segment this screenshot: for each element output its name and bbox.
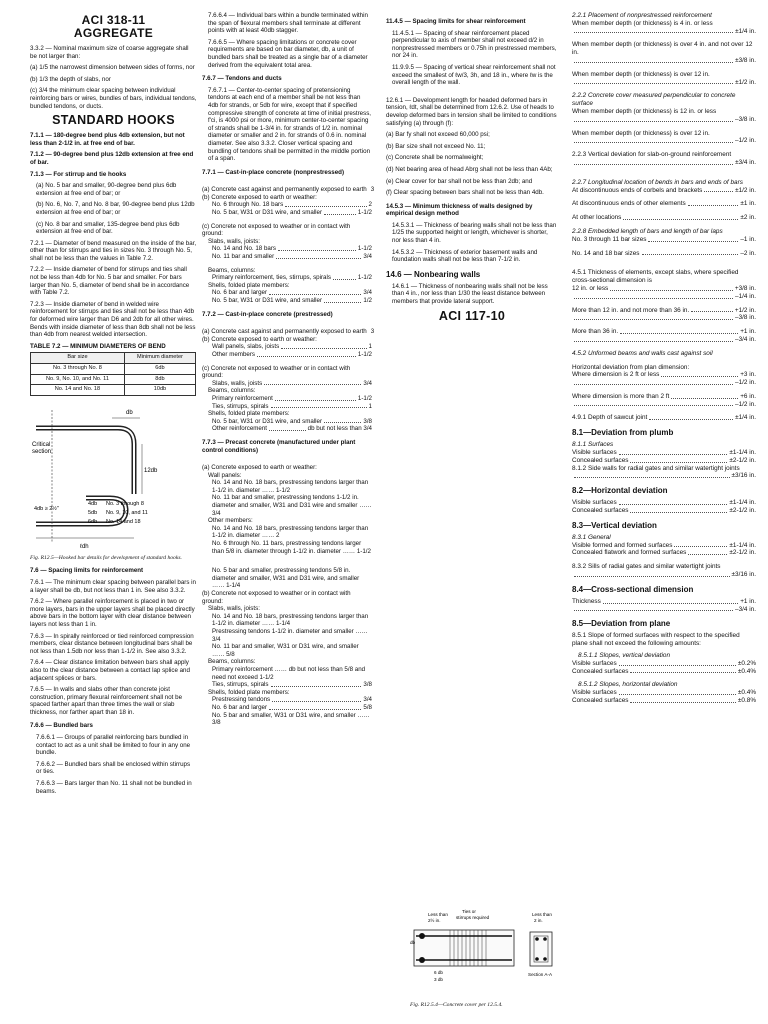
- para-7-6-6-4: 7.6.6.4 — Individual bars within a bundle terminated within the span of flexural members shall terminate at different points with at least 40db stagger.: [208, 12, 368, 35]
- figure-caption-r12-5-4: Fig. R12.5.4—Concrete cover per 12.5.4.: [410, 1002, 503, 1008]
- tol-label: When member depth (or thickness) is 4 in. or less: [572, 19, 713, 27]
- para-12-6-1: 12.6.1 — Development length for headed deformed bars in tension, ℓdt, shall be determined from 12.6.2. Use of heads to develop deformed bars in tension shall be limited to conditions satisfying (a) through (f):: [386, 96, 557, 127]
- tol-row: ±1/4 in.: [572, 28, 756, 36]
- column-4: [572, 12, 756, 705]
- para-7-1-3-c: (c) No. 8 bar and smaller, 135-degree bend plus 6db extension at free end of bar.: [36, 220, 180, 236]
- tol-row: Thickness +1 in.: [572, 597, 756, 605]
- table-header: Minimum diameter: [124, 353, 195, 364]
- label-db: db: [410, 940, 416, 945]
- para-7-6-7-1: 7.6.7.1 — Center-to-center spacing of pretensioning tendons at each end of a member shall be not less than 4db for strands, or 5db for wire, except that if specified compressive strength of concrete at time of initial prestress, f'ci, is 4000 psi or more, minimum center-to-center spacing of strands shall be 1-3/4 in. for strands of 1/2 in. nominal diameter or smaller and 2 in. for strands of 0.6 in. nominal diameter. See also 3.3.2. Closer vertical spacing and bundling of tendons shall be permitted in the middle portion of a span.: [208, 86, 372, 163]
- tol-label: When member depth (or thickness) is over 12 in.: [572, 129, 710, 137]
- label-section: section: [32, 448, 52, 455]
- cover-row-long: Prestressing tendons 1-1/2 in. diameter and smaller …… 3/4: [212, 627, 368, 643]
- table-header-row: [31, 353, 196, 364]
- tol-row: –3/8 in.: [572, 116, 756, 124]
- heading-4-5-2: 4.5.2 Unformed beams and walls cast against soil: [572, 349, 713, 357]
- heading-4-5-1: 4.5.1 Thickness of elements, except slabs, where specified cross-sectional dimension is: [572, 269, 739, 285]
- title-standard-hooks: STANDARD HOOKS: [52, 113, 175, 128]
- heading-8-1-1: 8.1.1 Surfaces: [572, 441, 614, 449]
- tol-row: ±1/2 in.: [572, 79, 756, 87]
- label-5db: 5db: [88, 509, 98, 516]
- tol-row: Concealed surfaces ±0.8%: [572, 697, 756, 705]
- tol-row: Where dimension is more than 2 ft +6 in.: [572, 392, 756, 400]
- item-e: (e) Clear cover for bar shall not be less than 2db; and: [386, 177, 533, 185]
- tol-row: At discontinuous ends of corbels and brackets ±1/2 in.: [572, 186, 756, 194]
- table-7-2-title: TABLE 7.2 — MINIMUM DIAMETERS OF BEND: [30, 342, 166, 350]
- para-7-2-1: 7.2.1 — Diameter of bend measured on the inside of the bar, other than for stirrups and ties in sizes No. 3 through No. 5, shall not be less than the values in Table 7.2.: [30, 239, 197, 262]
- cover-row: Slabs, walls, joists 3/4: [212, 379, 372, 387]
- tol-row: No. 3 through 11 bar sizes –1 in.: [572, 235, 756, 243]
- heading-8-3-1: 8.3.1 General: [572, 533, 611, 541]
- para-7-6-2: 7.6.2 — Where parallel reinforcement is placed in two or more layers, bars in the upper layers shall be placed directly above bars in the bottom layer with clear distance between layers not less than 1 in.: [30, 598, 195, 628]
- tol-label: When member depth (or thickness) is over 12 in.: [572, 70, 710, 78]
- para-7-6-6-5: 7.6.6.5 — Where spacing limitations or concrete cover requirements are based on bar diameter, db, a unit of bundled bars shall be treated as a single bar of a diameter derived from the equivalent total area.: [208, 38, 368, 69]
- heading-7-7-1: 7.7.1 — Cast-in-place concrete (nonprestressed): [202, 168, 345, 176]
- label-no3-8: No. 3 through 8: [106, 500, 144, 507]
- cover-row-long: Primary reinforcement …… db but not less than 5/8 and need not exceed 1-1/2: [212, 665, 366, 681]
- tol-label: Horizontal deviation from plan dimension:: [572, 363, 690, 371]
- para-7-6-6-1: 7.6.6.1 — Groups of parallel reinforcing bars bundled in contact to act as a unit shall be limited to four in any one bundle.: [36, 734, 191, 757]
- cover-row: No. 6 through No. 18 bars 2: [212, 201, 372, 209]
- cover-row: Other members 1-1/2: [212, 350, 372, 358]
- para-14-6-1: 14.6.1 — Thickness of nonbearing walls shall not be less than 4 in., nor less than 1/30 the least distance between members that provide lateral support.: [392, 282, 548, 306]
- cover-subhead: (b) Concrete exposed to earth or weather:: [202, 193, 317, 201]
- hook-90-bar: [36, 428, 134, 494]
- figure-caption-r12-5: Fig. R12.5—Hooked bar details for development of standard hooks.: [30, 554, 182, 561]
- cover-row: Primary reinforcement, ties, stirrups, spirals 1-1/2: [212, 274, 372, 282]
- para-7-2-3: 7.2.3 — Inside diameter of bend in welded wire reinforcement for stirrups and ties shall not be less than 4db for deformed wire larger than D6 and 2db for all other wires. Bends with inside diameter of less than 8db shall not be less than 4db from nearest welded intersection.: [30, 300, 196, 339]
- tol-row: –1/2 in.: [572, 137, 756, 145]
- cover-row: Ties, stirrups, spirals 3/8: [212, 681, 372, 689]
- tol-row: –1/4 in.: [572, 293, 756, 301]
- para-7-1-3: 7.1.3 — For stirrup and tie hooks: [30, 170, 127, 178]
- cover-row: No. 5 bar, W31 or D31 wire, and smaller 1-1/2: [212, 209, 372, 217]
- para-7-1-2: 7.1.2 — 90-degree bend plus 12db extension at free end of bar.: [30, 151, 194, 166]
- cover-subhead: (a) Concrete exposed to earth or weather:: [202, 464, 317, 472]
- cover-subhead: Slabs, walls, joists:: [208, 237, 260, 245]
- cover-subhead: Wall panels:: [208, 471, 242, 479]
- title-aci318-aggregate: ACI 318-11 AGGREGATE: [73, 13, 154, 40]
- concrete-cover-figure: [410, 908, 570, 994]
- cover-row: No. 6 bar and larger 3/4: [212, 289, 372, 297]
- table-cell: 8db: [124, 374, 195, 385]
- tol-row: –3/8 in.: [572, 314, 756, 322]
- label-2-half: 2½ in.: [428, 918, 441, 923]
- column-3: [386, 12, 558, 328]
- tol-row: More than 12 in. and not more than 36 in. +1/2 in.: [572, 306, 756, 314]
- para-7-6-5: 7.6.5 — In walls and slabs other than concrete joist construction, primary flexural reinforcement shall not be spaced farther apart than three times the wall or slab thickness, nor farther apart than 18 in.: [30, 686, 183, 716]
- para-14-5-3-2: 14.5.3.2 — Thickness of exterior basement walls and foundation walls shall not be less than 7-1/2 in.: [392, 248, 538, 264]
- item-c: (c) Concrete shall be normalweight;: [386, 154, 484, 162]
- heading-8-3: 8.3—Vertical deviation: [572, 520, 657, 530]
- para-7-1-3-a: (a) No. 5 bar and smaller, 90-degree bend plus 6db extension at free end of bar; or: [36, 182, 177, 197]
- cover-subhead: Slabs, walls, joists:: [208, 605, 260, 613]
- heading-7-7-2: 7.7.2 — Cast-in-place concrete (prestressed): [202, 310, 333, 318]
- tol-row: More than 36 in. +1 in.: [572, 328, 756, 336]
- item-a: (a) 1/5 the narrowest dimension between sides of forms, nor: [30, 64, 195, 72]
- tol-row: –3/4 in.: [572, 336, 756, 344]
- cover-row: No. 6 bar and larger 5/8: [212, 703, 372, 711]
- cover-subhead: Other members:: [208, 517, 253, 525]
- item-c: (c) 3/4 the minimum clear spacing between individual reinforcing bars or wires, bundles of bars, individual tendons, bundled tendons, or ducts.: [30, 87, 197, 110]
- cover-row: No. 5 bar, W31 or D31 wire, and smaller 3/8: [212, 417, 372, 425]
- tol-row: Concealed flatwork and formed surfaces ±2-1/2 in.: [572, 549, 756, 557]
- tol-row: ±3/16 in.: [572, 472, 756, 480]
- cover-subhead: (c) Concrete not exposed to weather or in contact with ground:: [202, 222, 351, 238]
- cover-row-long: No. 11 bar and smaller, prestressing tendons 1-1/2 in. diameter and smaller, W31 and D31 wire and smaller …… 3/4: [212, 494, 372, 517]
- cover-subhead: Shells, folded plate members:: [208, 410, 290, 418]
- cover-subhead: (b) Concrete exposed to earth or weather:: [202, 335, 317, 343]
- label-ties: Ties or: [462, 909, 476, 914]
- item-a: (a) Bar fy shall not exceed 60,000 psi;: [386, 131, 490, 139]
- heading-14-6: 14.6 — Nonbearing walls: [386, 269, 481, 279]
- heading-2-2-2: 2.2.2 Concrete cover measured perpendicular to concrete surface: [572, 92, 736, 108]
- tol-row: Visible surfaces ±1-1/4 in.: [572, 449, 756, 457]
- tol-row: Concealed surfaces ±2-1/2 in.: [572, 456, 756, 464]
- cover-row: Other reinforcement db but not less than 3/4: [212, 425, 372, 433]
- para-7-1-1: 7.1.1 — 180-degree bend plus 4db extension, but not less than 2-1/2 in. at free end of bar.: [30, 132, 185, 147]
- cover-row-long: No. 5 bar and smaller, W31 or D31 wire, and smaller …… 3/8: [212, 711, 370, 727]
- label-4db: 4db: [88, 500, 98, 507]
- heading-11-4-5: 11.4.5 — Spacing limits for shear reinforcement: [386, 18, 526, 25]
- para-8-5-1: 8.5.1 Slope of formed surfaces with respect to the specified plane shall not exceed the following amounts:: [572, 632, 740, 648]
- label-3db: 3 db: [434, 977, 443, 982]
- label-6db: 6db: [88, 518, 98, 525]
- tol-row: Visible surfaces ±1-1/4 in.: [572, 499, 756, 507]
- tol-row: 12 in. or less +3/8 in.: [572, 284, 756, 292]
- cover-row: Prestressing tendons 3/4: [212, 696, 372, 704]
- item-d: (d) Net bearing area of head Abrg shall not be less than 4Ab;: [386, 165, 553, 173]
- tol-row: ±3/16 in.: [572, 571, 756, 579]
- para-3-3-2: 3.3.2 — Nominal maximum size of coarse aggregate shall be not larger than:: [30, 45, 189, 60]
- label-stirrups: stirrups required: [456, 915, 490, 920]
- para-11-9-9-5: 11.9.9.5 — Spacing of vertical shear reinforcement shall not exceed the smallest of ℓw/3, 3h, and 18 in., where ℓw is the overall length of the wall.: [392, 63, 556, 87]
- cover-subhead: (b) Concrete not exposed to weather or in contact with ground:: [202, 590, 351, 605]
- heading-8-1: 8.1—Deviation from plumb: [572, 428, 674, 438]
- heading-7-6-6: 7.6.6 — Bundled bars: [30, 722, 93, 730]
- para-7-2-2: 7.2.2 — Inside diameter of bend for stirrups and ties shall not be less than 4db for No. 5 bar and smaller. For bars larger than No. 5, diameter of bend shall be in accordance with Table 7.2.: [30, 266, 190, 297]
- label-2in: 2 in.: [534, 918, 543, 923]
- item-b: (b) Bar size shall not exceed No. 11;: [386, 142, 486, 150]
- tol-row: –3/4 in.: [572, 606, 756, 614]
- table-row: [31, 374, 196, 385]
- table-header: Bar size: [31, 353, 125, 364]
- heading-8-5-1-2: 8.5.1.2 Slopes, horizontal deviation: [578, 681, 678, 689]
- cover-subhead: Beams, columns:: [208, 387, 256, 395]
- tol-row: Visible surfaces ±0.2%: [572, 659, 756, 667]
- table-row: [31, 385, 196, 396]
- cover-figure-wrap: [410, 908, 570, 1015]
- para-7-6-4: 7.6.4 — Clear distance limitation between bars shall apply also to the clear distance between a contact lap splice and adjacent splices or bars.: [30, 659, 190, 682]
- cover-row: Primary reinforcement 1-1/2: [212, 394, 372, 402]
- cover-subhead: (c) Concrete not exposed to weather or in contact with ground:: [202, 364, 351, 380]
- column-1: [30, 12, 197, 799]
- cover-row: Wall panels, slabs, joists 1: [212, 343, 372, 351]
- heading-7-6: 7.6 — Spacing limits for reinforcement: [30, 567, 144, 575]
- cover-subhead: Shells, folded plate members:: [208, 688, 290, 696]
- label-db: db: [126, 409, 133, 416]
- hook-90-bar-inner: [36, 428, 134, 494]
- para-7-6-3: 7.6.3 — In spirally reinforced or tied reinforced compression members, clear distance between longitudinal bars shall be not less than 1.5db nor less than 1-1/2 in. See also 3.3.2.: [30, 632, 194, 655]
- table-cell: 10db: [124, 385, 195, 396]
- label-less-than-2: Less than: [532, 912, 552, 917]
- label-12db: 12db: [144, 467, 158, 474]
- tol-row: No. 14 and 18 bar sizes –2 in.: [572, 249, 756, 257]
- tol-row: At other locations ±2 in.: [572, 214, 756, 222]
- tol-label: 8.3.2 Sills of radial gates and similar watertight joints: [572, 563, 721, 571]
- label-ldh: ℓdh: [80, 543, 89, 550]
- cover-row-long: No. 5 bar and smaller, prestressing tendons 5/8 in. diameter and smaller, W31 and D31 wire, and smaller …… 1-1/4: [212, 567, 360, 590]
- cover-row-long: No. 11 bar and smaller, W31 or D31 wire, and smaller …… 5/8: [212, 643, 359, 658]
- para-14-5-3-1: 14.5.3.1 — Thickness of bearing walls shall not be less than 1/25 the supported height or length, whichever is shorter, nor less than 4 in.: [392, 221, 557, 245]
- tol-row: Concealed surfaces ±0.4%: [572, 667, 756, 675]
- para-7-1-3-b: (b) No. 6, No. 7, and No. 8 bar, 90-degree bend plus 12db extension at free end of bar; or: [36, 201, 195, 216]
- label-section-aa: Section A-A: [528, 972, 553, 977]
- tol-label: 8.1.2 Side walls for radial gates and similar watertight joints: [572, 464, 740, 472]
- cover-row: (a) Concrete cast against and permanently exposed to earth 3: [202, 186, 375, 194]
- heading-2-2-8: 2.2.8 Embedded length of bars and length of bar laps: [572, 227, 723, 235]
- item-b: (b) 1/3 the depth of slabs, nor: [30, 75, 111, 83]
- heading-8-4: 8.4—Cross-sectional dimension: [572, 584, 694, 594]
- label-6db: 6 db: [434, 970, 443, 975]
- cover-row: (a) Concrete cast against and permanently exposed to earth 3: [202, 328, 375, 336]
- cover-subhead: Beams, columns:: [208, 658, 256, 666]
- column-2: [202, 12, 375, 727]
- label-critical: Critical: [32, 441, 51, 448]
- tol-label: 2.2.3 Vertical deviation for slab-on-ground reinforcement: [572, 151, 732, 159]
- cover-subhead: Beams, columns:: [208, 266, 256, 274]
- heading-8-2: 8.2—Horizontal deviation: [572, 486, 668, 496]
- cover-row-long: No. 14 and No. 18 bars, prestressing tendons larger than 1-1/2 in. diameter …… 2: [212, 524, 369, 540]
- label-no9-11: No. 9, 10, and 11: [106, 509, 148, 516]
- table-cell: 6db: [124, 364, 195, 375]
- tol-label: When member depth (or thickness) is over 4 in. and not over 12 in.: [572, 41, 753, 57]
- cover-row: Ties, stirrups, spirals 1: [212, 402, 372, 410]
- table-cell: No. 3 through No. 8: [31, 364, 125, 375]
- heading-8-5-1-1: 8.5.1.1 Slopes, vertical deviation: [578, 652, 671, 660]
- tol-row: At discontinuous ends of other elements ±1 in.: [572, 200, 756, 208]
- heading-7-7-3: 7.7.3 — Precast concrete (manufactured under plant control conditions): [202, 438, 356, 454]
- cover-row-long: No. 14 and No. 18 bars, prestressing tendons larger than 1-1/2 in. diameter …… 1-1/4: [212, 612, 369, 628]
- tol-row: Concealed surfaces ±2-1/2 in.: [572, 507, 756, 515]
- table-row: [31, 364, 196, 375]
- label-less-than: Less than: [428, 912, 448, 917]
- cover-row: No. 14 and No. 18 bars 1-1/2: [212, 245, 372, 253]
- para-7-6-6-3: 7.6.6.3 — Bars larger than No. 11 shall not be bundled in beams.: [36, 780, 192, 795]
- tol-row: Visible formed and formed surfaces ±1-1/4 in.: [572, 541, 756, 549]
- heading-8-5: 8.5—Deviation from plane: [572, 619, 671, 629]
- cover-row-long: No. 6 through No. 11 bars, prestressing tendons larger than 5/8 in. diameter through 1-1/2 in. diameter …… 1-1/2: [212, 540, 371, 555]
- table-cell: No. 9, No. 10, and No. 11: [31, 374, 125, 385]
- para-7-6-1: 7.6.1 — The minimum clear spacing between parallel bars in a layer shall be db, but not less than 1 in. See also 3.3.2.: [30, 578, 196, 594]
- tol-row: Visible surfaces ±0.4%: [572, 689, 756, 697]
- bar-head: [419, 957, 425, 963]
- cover-row: No. 11 bar and smaller 3/4: [212, 253, 372, 261]
- table-cell: No. 14 and No. 18: [31, 385, 125, 396]
- tol-row: ±3/4 in.: [572, 159, 756, 167]
- tol-row: –1/2 in.: [572, 379, 756, 387]
- tol-label: When member depth (or thickness) is 12 in. or less: [572, 107, 717, 115]
- tol-row: –1/2 in.: [572, 401, 756, 409]
- cover-row-long: No. 14 and No. 18 bars, prestressing tendons larger than 1-1/2 in. diameter …… 1-1/2: [212, 479, 369, 494]
- heading-2-2-7: 2.2.7 Longitudinal location of bends in bars and ends of bars: [572, 178, 743, 186]
- cover-subhead: Shells, folded plate members:: [208, 281, 290, 289]
- item-f: (f) Clear spacing between bars shall not be less than 4db.: [386, 189, 544, 197]
- section-view: [530, 932, 552, 966]
- label-extension: 4db ≥ 2½": [34, 505, 59, 512]
- para-11-4-5-1: 11.4.5.1 — Spacing of shear reinforcement placed perpendicular to axis of member shall not exceed d/2 in nonprestressed members or 0.75h in prestressed members, nor 24 in.: [392, 29, 557, 60]
- title-aci117: ACI 117-10: [438, 308, 506, 323]
- heading-14-5-3: 14.5.3 — Minimum thickness of walls designed by empirical design method: [386, 202, 533, 218]
- tol-row: 4.9.1 Depth of sawcut joint ±1/4 in.: [572, 414, 756, 422]
- label-no14-18: No. 14 and 18: [106, 518, 141, 525]
- bend-diameter-table: [30, 352, 196, 395]
- heading-7-6-7: 7.6.7 — Tendons and ducts: [202, 75, 282, 83]
- heading-2-2-1: 2.2.1 Placement of nonprestressed reinforcement: [572, 12, 712, 19]
- cover-row: No. 5 bar, W31 or D31 wire, and smaller 1/2: [212, 297, 372, 304]
- tol-row: ±3/8 in.: [572, 57, 756, 65]
- bar-head: [419, 933, 425, 939]
- tol-row: Where dimension is 2 ft or less +3 in.: [572, 371, 756, 379]
- para-7-6-6-2: 7.6.6.2 — Bundled bars shall be enclosed within stirrups or ties.: [36, 760, 191, 776]
- hooked-bar-figure: [30, 402, 197, 552]
